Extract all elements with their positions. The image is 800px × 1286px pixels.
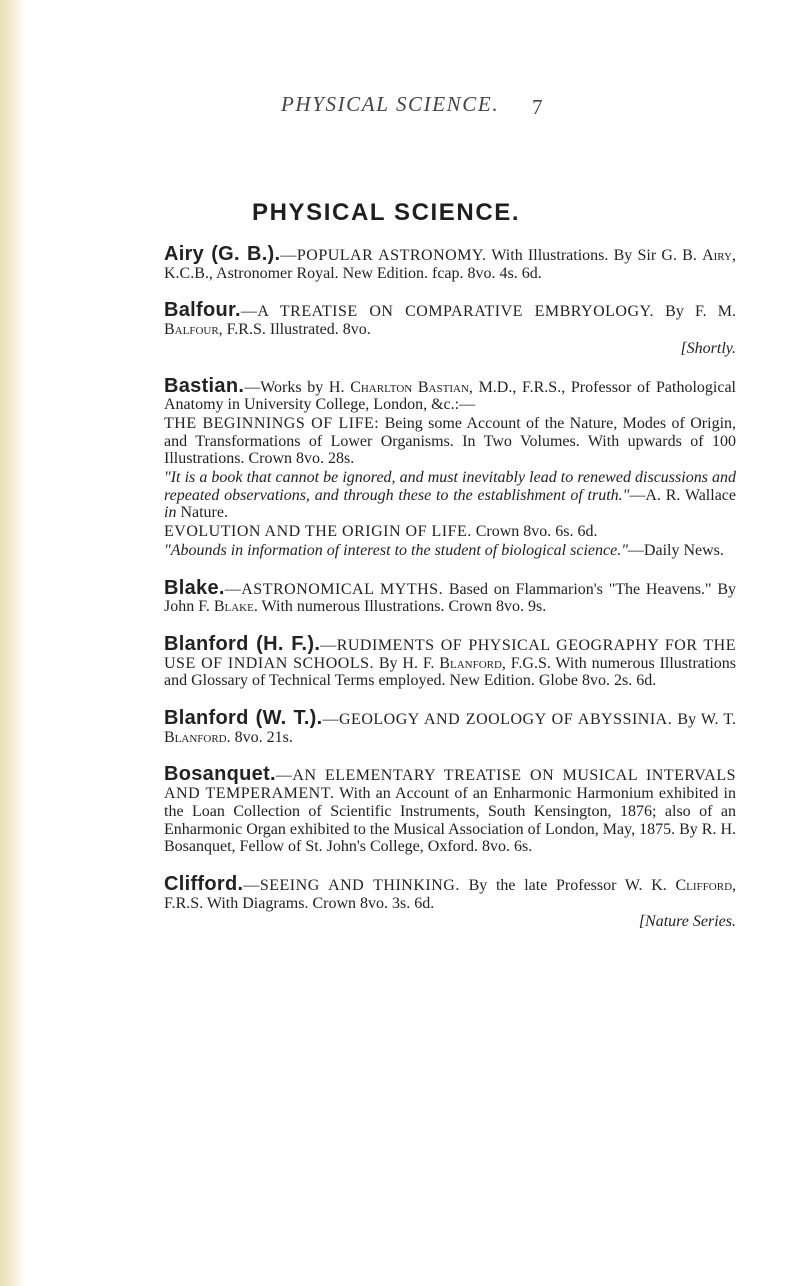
book-title: EVOLUTION AND THE ORIGIN OF LIFE. [164,523,472,541]
author-byline-name: Clifford, F.R.S. [164,876,737,912]
book-details: With an Account of an Enharmonic Harmonium exhibited in the Loan Collection of Scientific Instruments, South Kensington, 1876; also of an Enharmonic Organ exhibited to the Musical Association of London, May, 1875. By R. H. Bosanquet, Fellow of St. John's College, Oxford. 8vo. 6s. [164,785,736,856]
entry-text [164,374,737,414]
sub-book-entry [164,415,736,468]
book-title: —SEEING AND THINKING. [243,876,460,894]
entry-blanford-hf [164,632,737,690]
author-name: Airy (G. B.). [164,243,281,265]
intro-text: —Works by H. [244,378,345,396]
byline: By F. M. [665,303,736,321]
entry-text [164,763,736,856]
entry-text [164,576,737,616]
entry-text [164,707,737,746]
book-title: —ASTRONOMICAL MYTHS. [224,580,444,598]
book-details: With Diagrams. Crown 8vo. 3s. 6d. [203,894,435,912]
author-byline-name: Charlton Bastian, M.D., F.R.S., [350,378,566,396]
review-quote [164,469,736,522]
author-name: Clifford. [164,872,244,895]
quote-source: —A. R. Wallace [629,486,737,504]
entry-bosanquet [164,763,736,856]
byline: By Sir G. B. [613,247,697,264]
author-byline-name: Blanford, F.G.S. [439,654,551,672]
section-title: PHYSICAL SCIENCE. [252,199,521,226]
book-details: With Illustrations. [491,247,609,264]
book-title: —RUDIMENTS OF PHYSICAL GEOGRAPHY FOR THE USE OF INDIAN SCHOOLS. [164,636,736,672]
author-name: Balfour. [164,299,241,322]
entry-blake [164,576,737,616]
intro-text: Professor of Pathological Anatomy in University College, London, &c.:— [164,378,737,414]
sub-book-entry [164,523,736,541]
book-title: —POPULAR ASTRONOMY. [280,247,487,264]
entry-text [164,872,737,912]
author-byline-name: Airy, K.C.B. [164,247,736,282]
entry-text [164,243,736,282]
book-details: With numerous Illustrations and Glossary of Technical Terms employed. New Edition. Globe 8vo. 2s. 6d. [164,654,737,690]
entry-balfour [164,299,736,357]
series-note: [Shortly. [680,339,736,357]
quote-text: "Abounds in information of interest to the student of biological science." [164,541,628,559]
author-name: Blanford (W. T.). [164,707,323,730]
author-name: Blanford (H. F.). [164,632,321,655]
book-title: —GEOLOGY AND ZOOLOGY OF ABYSSINIA. [322,711,673,729]
entry-bastian [164,374,737,560]
running-head: PHYSICAL SCIENCE. [281,92,500,116]
book-details: With numerous Illustrations. Crown 8vo. 9s. [257,598,547,616]
author-name: Blake. [164,576,225,599]
byline: By H. F. [374,654,435,672]
byline: By W. T. [672,711,737,729]
entry-text [164,632,737,690]
quote-publication: Nature. [180,504,228,522]
catalogue-entries [164,243,737,951]
book-details: 8vo. 21s. [230,728,293,746]
quote-text: "It is a book that cannot be ignored, and must inevitably lead to renewed discussions and repeated observations, and through these to the establishment of truth." [164,469,736,504]
book-details: Illustrated. 8vo. [265,321,371,339]
page-edge-shadow [0,0,26,1286]
book-title: THE BEGINNINGS OF LIFE: [164,414,380,432]
author-byline-name: Balfour, F.R.S. [164,321,266,339]
author-byline-name: Blake. [213,598,258,616]
quote-in: in [164,504,181,522]
entry-text [164,299,736,339]
author-name: Bosanquet. [164,763,276,786]
author-name: Bastian. [164,374,245,397]
entry-clifford [164,872,737,931]
book-details: Crown 8vo. 6s. 6d. [471,523,598,541]
page-number: 7 [532,95,543,119]
review-quote [164,542,736,560]
entry-airy [164,243,736,282]
book-details: , Astronomer Royal. New Edition. fcap. 8vo. 4s. 6d. [208,264,542,282]
book-details: Based on Flammarion's "The Heavens." By John F. [164,580,737,616]
book-title: —A TREATISE ON COMPARATIVE EMBRYOLOGY. [240,303,655,321]
quote-source: —Daily News. [627,541,724,559]
book-details: By the late Professor W. K. [459,876,667,894]
book-title: —AN ELEMENTARY TREATISE ON MUSICAL INTERVALS AND TEMPERAMENT. [164,767,736,803]
entry-blanford-wt [164,707,737,746]
book-details: Being some Account of the Nature, Modes of Origin, and Transformations of Lower Organisms. In Two Volumes. With upwards of 100 Illustrations. Crown 8vo. 28s. [164,414,737,468]
series-note: [Nature Series. [638,913,736,931]
author-byline-name: Blanford. [164,728,231,746]
